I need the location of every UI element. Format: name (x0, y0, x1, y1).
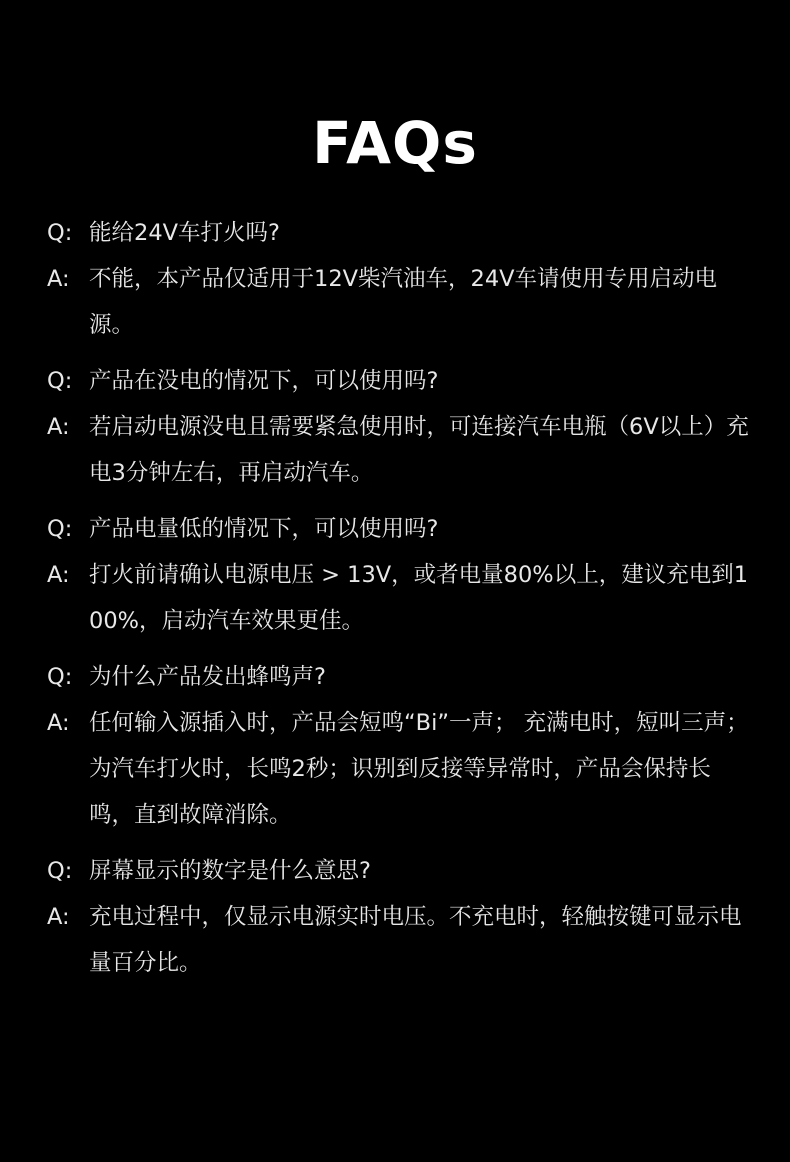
faq-answer (47, 552, 752, 644)
page-title: FAQs (312, 109, 478, 177)
faq-question (47, 848, 752, 894)
faq-question (47, 210, 752, 256)
faq-item (47, 848, 752, 986)
question-prefix: Q: (47, 368, 73, 394)
question-text: 为什么产品发出蜂鸣声? (89, 664, 326, 690)
question-text: 产品电量低的情况下，可以使用吗? (89, 516, 439, 542)
question-text: 屏幕显示的数字是什么意思? (89, 858, 371, 884)
faq-question (47, 506, 752, 552)
answer-text: 充电过程中，仅显示电源实时电压。不充电时，轻触按键可显示电量百分比。 (89, 904, 742, 976)
answer-prefix: A: (47, 562, 70, 588)
question-prefix: Q: (47, 516, 73, 542)
question-text: 能给24V车打火吗? (89, 220, 280, 246)
answer-prefix: A: (47, 904, 70, 930)
faq-item (47, 654, 752, 838)
question-text: 产品在没电的情况下，可以使用吗? (89, 368, 439, 394)
faq-answer (47, 894, 752, 986)
faq-list (47, 210, 752, 996)
faq-item (47, 506, 752, 644)
faq-answer (47, 700, 752, 838)
answer-text: 若启动电源没电且需要紧急使用时，可连接汽车电瓶（6V以上）充电3分钟左右，再启动汽车。 (89, 414, 749, 486)
answer-prefix: A: (47, 414, 70, 440)
question-prefix: Q: (47, 664, 73, 690)
faq-question (47, 358, 752, 404)
faq-answer (47, 404, 752, 496)
question-prefix: Q: (47, 220, 73, 246)
faq-item (47, 358, 752, 496)
answer-text: 打火前请确认电源电压 > 13V，或者电量80%以上，建议充电到100%，启动汽车效果更佳。 (89, 562, 749, 634)
answer-prefix: A: (47, 266, 70, 292)
answer-text: 不能，本产品仅适用于12V柴汽油车，24V车请使用专用启动电源。 (89, 266, 718, 338)
answer-text: 任何输入源插入时，产品会短鸣“Bi”一声； 充满电时，短叫三声；为汽车打火时，长鸣2秒；识别到反接等异常时，产品会保持长鸣，直到故障消除。 (89, 710, 749, 828)
answer-prefix: A: (47, 710, 70, 736)
faq-item (47, 210, 752, 348)
faq-answer (47, 256, 752, 348)
faq-question (47, 654, 752, 700)
question-prefix: Q: (47, 858, 73, 884)
